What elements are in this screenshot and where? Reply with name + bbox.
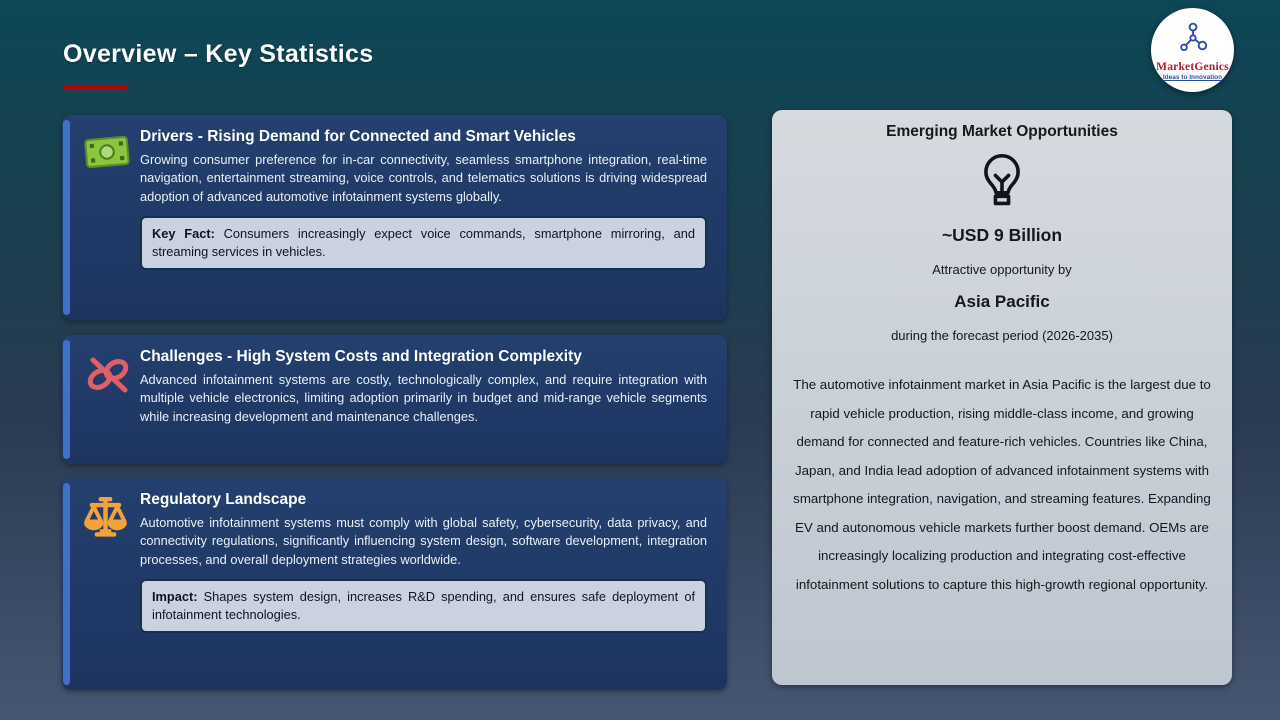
marketgenics-logo [1151,8,1234,92]
key-fact-box [140,216,707,270]
scales-icon [82,491,140,633]
forecast-period: during the forecast period (2026-2035) [891,328,1113,343]
impact-box [140,579,707,633]
card-body: Growing consumer preference for in-car connectivity, seamless smartphone integration, real-time navigation, entertainment streaming, voice controls, and telematics solutions is driving widespread adoption of advanced automotive infotainment systems globally. [140,152,707,204]
page-title: Overview – Key Statistics [63,40,374,68]
card-body: Automotive infotainment systems must comply with global safety, cybersecurity, data privacy, and connectivity regulations, significantly influencing system design, software development, integration processes, and overall deployment strategies worldwide. [140,515,707,567]
market-value: ~USD 9 Billion [941,225,1063,245]
impact-text: Shapes system design, increases R&D spending, and ensures safe deployment of infotainment technologies. [152,589,695,623]
opportunity-panel [772,110,1232,685]
title-underline [64,86,127,90]
card-body: Advanced infotainment systems are costly, technologically complex, and require integration with multiple vehicle electronics, limiting adoption primarily in budget and mid-range vehicle segments while increasing development and maintenance challenges. [140,372,707,424]
card-regulatory [62,478,727,690]
card-accent-bar [63,120,70,315]
region-name: Asia Pacific [954,292,1050,311]
card-title: Regulatory Landscape [140,491,307,508]
card-drivers [62,115,727,320]
unlink-icon [82,348,140,426]
card-title: Drivers - Rising Demand for Connected and Smart Vehicles [140,128,576,145]
molecule-icon [1176,19,1210,60]
key-fact-text: Consumers increasingly expect voice commands, smartphone mirroring, and streaming services in vehicles. [152,226,695,260]
panel-title: Emerging Market Opportunities [886,123,1118,140]
key-fact-label: Key Fact: [152,226,215,242]
card-accent-bar [63,483,70,685]
logo-tagline: Ideas to Innovation [1162,74,1223,81]
opportunity-subtitle: Attractive opportunity by [932,262,1072,277]
lightbulb-icon [772,151,1232,213]
card-title: Challenges - High System Costs and Integration Complexity [140,348,582,365]
card-challenges [62,335,727,464]
region-description: The automotive infotainment market in Asia Pacific is the largest due to rapid vehicle production, rising middle-class income, and growing demand for connected and feature-rich vehicles. Countries like China, Japan, and India lead adoption of advanced infotainment systems with smartphone integration, navigation, and streaming features. Expanding EV and autonomous vehicle markets further boost demand. OEMs are increasingly localizing production and integrating cost-effective infotainment solutions to capture this high-growth regional opportunity. [793,377,1211,592]
logo-name: MarketGenics [1156,61,1229,73]
impact-label: Impact: [152,589,198,605]
card-accent-bar [63,340,70,459]
money-icon [82,128,140,270]
